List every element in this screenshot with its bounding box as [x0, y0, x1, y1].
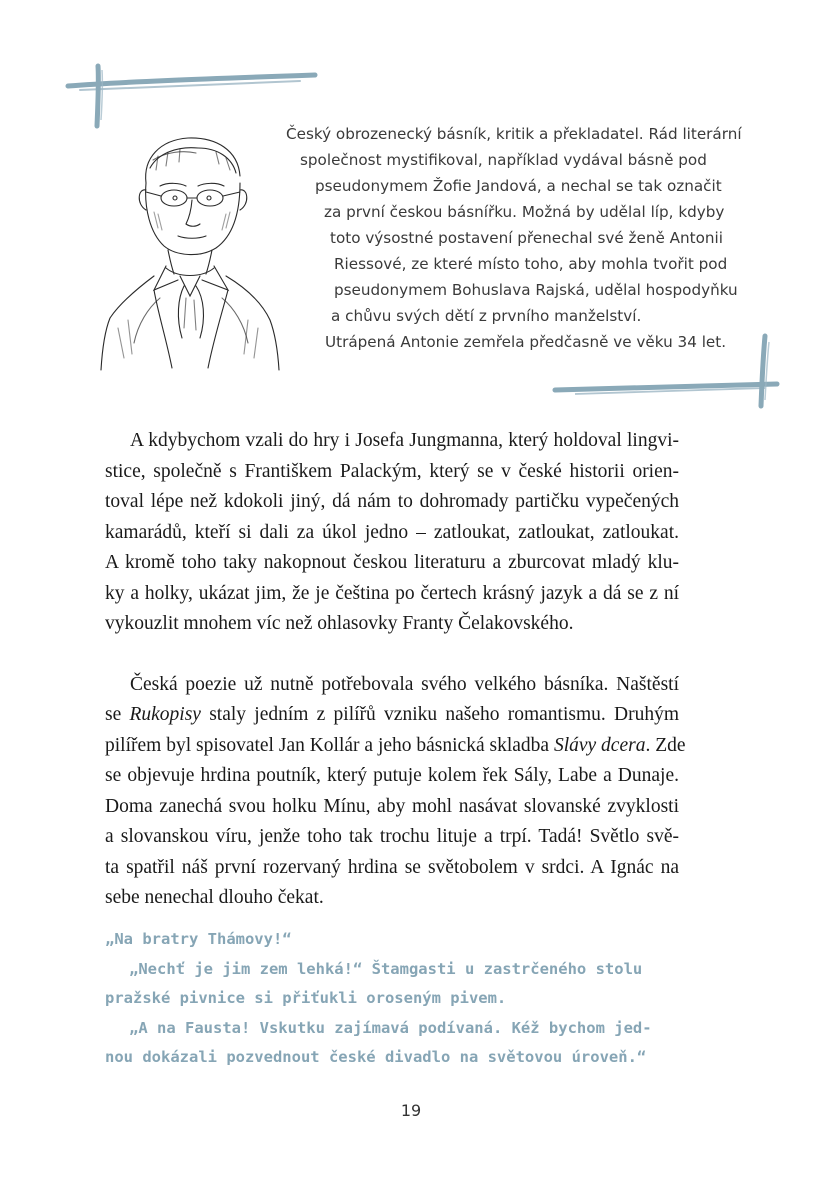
- text-run: pilířem byl spisovatel Jan Kollár a jeho básnická skladba: [105, 734, 554, 756]
- text-run: staly jedním z pilířů vzniku našeho romantismu. Druhým: [200, 704, 679, 725]
- paragraph-2-line: sebe nenechal dlouho čekat.: [105, 887, 324, 908]
- paragraph-1-line: kamarádů, kteří si dali za úkol jedno – zatloukat, zatloukat, zatloukat.: [105, 521, 679, 543]
- caption-line: Utrápená Antonie zemřela předčasně ve věku 34 let.: [325, 333, 727, 351]
- dialogue-line: nou dokázali pozvednout české divadlo na světovou úroveň.“: [105, 1048, 647, 1066]
- caption-line: společnost mystifikoval, například vydával básně pod: [300, 151, 707, 169]
- paragraph-1-line: toval lépe než kdokoli jiný, dá nám to dohromady partičku vypečených: [105, 491, 679, 512]
- paragraph-2-line: [105, 731, 686, 762]
- paragraph-1-line: stice, společně s Františkem Palackým, který se v české historii orien-: [105, 460, 679, 482]
- dialogue-line: „A na Fausta! Vskutku zajímavá podívaná. Kéž bychom jed-: [129, 1018, 652, 1037]
- dialogue-line: pražské pivnice si přiťukli oroseným pivem.: [105, 989, 507, 1007]
- caption-line: pseudonymem Bohuslava Rajská, udělal hospodyňku: [334, 281, 738, 299]
- text-run: . Zde: [645, 734, 686, 756]
- paragraph-2-line: [105, 700, 679, 731]
- paragraph-1-line: ky a holky, ukázat jim, že je čeština po čertech krásný jazyk a dá se z ní: [105, 582, 679, 604]
- page-number: 19: [400, 1101, 422, 1120]
- paragraph-2-line: Doma zanechá svou holku Mínu, aby mohl nasávat slovanské zvyklosti: [105, 795, 679, 817]
- caption-line: a chůvu svých dětí z prvního manželství.: [331, 307, 642, 325]
- caption-line: Riessové, ze které místo toho, aby mohla tvořit pod: [334, 255, 728, 273]
- dialogue-block: [105, 925, 679, 1073]
- paragraph-1-line: A kromě toho taky nakopnout českou literaturu a zburcovat mladý klu-: [105, 552, 679, 573]
- dialogue-line: „Na bratry Thámovy!“: [105, 930, 292, 948]
- dialogue-line: „Nechť je jim zem lehká!“ Štamgasti u zastrčeného stolu: [129, 959, 643, 978]
- paragraph-gap: [105, 640, 679, 670]
- paragraph-2-line: se objevuje hrdina poutník, který putuje kolem řek Sály, Labe a Dunaje.: [105, 765, 679, 786]
- caption-line: za první českou básnířku. Možná by udělal líp, kdyby: [324, 203, 725, 221]
- paragraph-2-line: Česká poezie už nutně potřebovala svého velkého básníka. Naštěstí: [130, 673, 679, 695]
- portrait-caption: [250, 121, 770, 355]
- text-run: se: [105, 704, 130, 725]
- book-title-rukopisy: Rukopisy: [129, 704, 201, 725]
- brush-stroke-top-left: [60, 60, 325, 130]
- paragraph-1-line: vykouzlit mnohem víc než ohlasovky Franty Čelakovského.: [105, 613, 574, 634]
- body-text: [105, 426, 686, 914]
- caption-line: Český obrozenecký básník, kritik a překladatel. Rád literární: [286, 125, 742, 143]
- caption-line: pseudonymem Žofie Jandová, a nechal se tak označit: [315, 177, 722, 195]
- paragraph-2-line: a slovanskou víru, jenže toho tak trochu lituje a trpí. Tadá! Světlo svě-: [105, 826, 679, 847]
- caption-line: toto výsostné postavení přenechal své ženě Antonii: [330, 229, 723, 247]
- paragraph-2-line: ta spatřil náš první rozervaný hrdina se světobolem v srdci. A Ignác na: [105, 856, 679, 878]
- paragraph-1-line: A kdybychom vzali do hry i Josefa Jungmanna, který holdoval lingvi-: [130, 430, 679, 451]
- book-title-slavy-dcera: Slávy dcera: [553, 734, 646, 756]
